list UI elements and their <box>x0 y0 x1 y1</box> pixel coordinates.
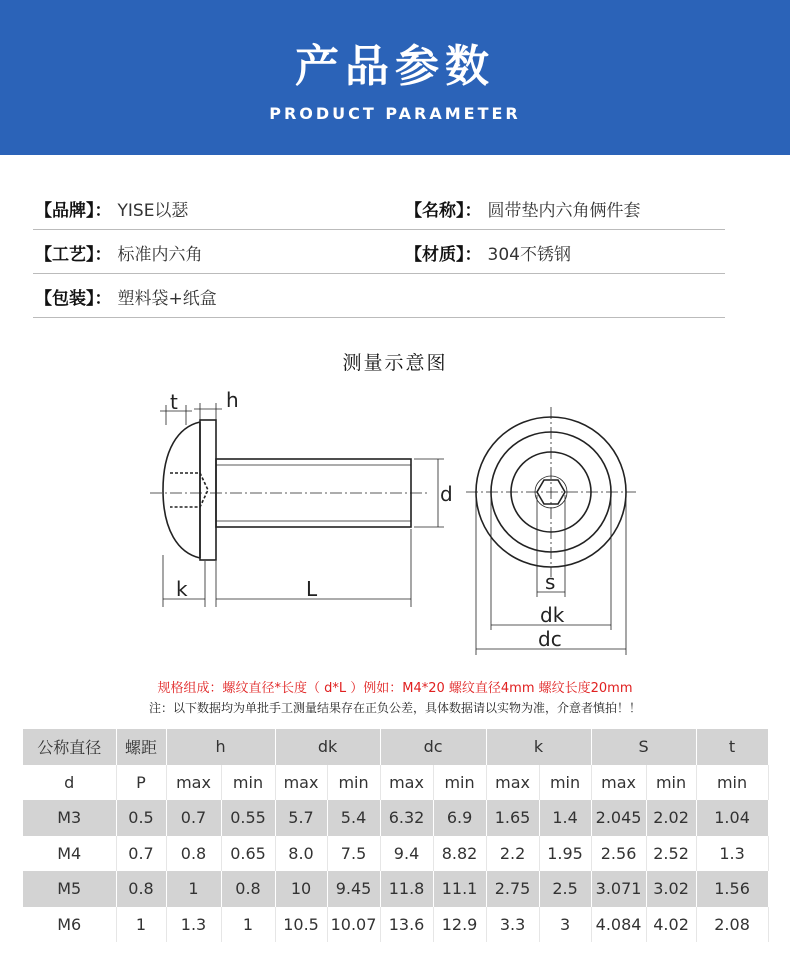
table-cell: 0.7 <box>116 836 166 872</box>
table-cell: 2.045 <box>591 800 646 836</box>
diagram-title: 测量示意图 <box>342 352 448 374</box>
table-cell: 2.75 <box>486 871 539 907</box>
table-cell: 12.9 <box>433 907 486 943</box>
table-cell: M5 <box>23 871 116 907</box>
header-dc: dc <box>380 729 486 765</box>
name-value: 圆带垫内六角俩件套 <box>487 201 641 221</box>
table-cell: 1.04 <box>696 800 768 836</box>
material-label: 【材质】： <box>405 245 482 265</box>
info-brand <box>35 196 188 221</box>
table-cell: 2.56 <box>591 836 646 872</box>
table-cell: 10.5 <box>275 907 327 943</box>
subheader-cell: min <box>539 765 591 801</box>
subheader-cell: max <box>591 765 646 801</box>
table-cell: 6.32 <box>380 800 433 836</box>
label-s: s <box>545 570 556 594</box>
table-cell: 1.95 <box>539 836 591 872</box>
craft-value: 标准内六角 <box>117 245 203 265</box>
table-cell: 2.2 <box>486 836 539 872</box>
table-cell: 1.56 <box>696 871 768 907</box>
page-title: 产品参数 <box>295 41 495 92</box>
label-k: k <box>176 577 188 601</box>
header-k: k <box>486 729 591 765</box>
table-cell: 1.4 <box>539 800 591 836</box>
subheader-cell: min <box>327 765 380 801</box>
subheader-cell: min <box>646 765 696 801</box>
table-cell: 5.7 <box>275 800 327 836</box>
table-cell: 9.4 <box>380 836 433 872</box>
info-row-package <box>33 274 725 318</box>
spec-table <box>23 729 769 942</box>
name-label: 【名称】： <box>405 201 482 221</box>
info-row-brand-name <box>33 186 725 230</box>
subheader-cell: P <box>116 765 166 801</box>
table-cell: 9.45 <box>327 871 380 907</box>
subheader-cell: min <box>696 765 768 801</box>
label-d: d <box>440 482 453 506</box>
table-cell: 11.8 <box>380 871 433 907</box>
table-cell: 6.9 <box>433 800 486 836</box>
table-row <box>23 907 768 943</box>
table-cell: 7.5 <box>327 836 380 872</box>
disclaimer-note: 注：以下数据均为单批手工测量结果存在正负公差，具体数据请以实物为准，介意者慎拍！！ <box>148 701 641 715</box>
table-cell: 2.52 <box>646 836 696 872</box>
measurement-drawing <box>0 385 790 670</box>
table-cell: 1.65 <box>486 800 539 836</box>
table-cell: 2.02 <box>646 800 696 836</box>
header-nominal-diameter: 公称直径 <box>23 729 116 765</box>
header-h: h <box>166 729 275 765</box>
table-row <box>23 871 768 907</box>
table-cell: 0.8 <box>166 836 221 872</box>
subheader-cell: min <box>221 765 275 801</box>
table-cell: 4.084 <box>591 907 646 943</box>
subheader-cell: max <box>166 765 221 801</box>
table-cell: 3 <box>539 907 591 943</box>
label-dc: dc <box>538 627 562 651</box>
table-cell: 1 <box>116 907 166 943</box>
table-header-groups <box>23 729 768 765</box>
table-cell: M3 <box>23 800 116 836</box>
bolt-flange <box>200 420 216 560</box>
brand-value: YISE以瑟 <box>117 201 189 221</box>
table-cell: 3.071 <box>591 871 646 907</box>
info-material <box>405 240 571 265</box>
info-name <box>405 196 641 221</box>
table-cell: 3.3 <box>486 907 539 943</box>
craft-label: 【工艺】： <box>35 245 112 265</box>
table-cell: 1 <box>221 907 275 943</box>
info-craft <box>35 240 203 265</box>
package-value: 塑料袋+纸盒 <box>117 289 217 309</box>
table-cell: 5.4 <box>327 800 380 836</box>
package-label: 【包装】： <box>35 289 112 309</box>
table-cell: M6 <box>23 907 116 943</box>
table-cell: 13.6 <box>380 907 433 943</box>
table-subheader <box>23 765 768 801</box>
table-cell: 2.08 <box>696 907 768 943</box>
table-cell: 1.3 <box>166 907 221 943</box>
table-cell: 10.07 <box>327 907 380 943</box>
info-row-craft-material <box>33 230 725 274</box>
table-row <box>23 836 768 872</box>
table-cell: 8.0 <box>275 836 327 872</box>
info-package <box>35 284 217 309</box>
hex-socket-hidden <box>170 473 208 507</box>
subheader-cell: d <box>23 765 116 801</box>
page-subtitle: PRODUCT PARAMETER <box>269 104 521 123</box>
table-cell: 0.65 <box>221 836 275 872</box>
table-row <box>23 800 768 836</box>
table-cell: 0.5 <box>116 800 166 836</box>
material-value: 304不锈钢 <box>487 245 571 265</box>
label-t: t <box>170 390 178 414</box>
label-L: L <box>306 577 318 601</box>
table-cell: 0.7 <box>166 800 221 836</box>
table-cell: M4 <box>23 836 116 872</box>
table-cell: 11.1 <box>433 871 486 907</box>
table-cell: 1 <box>166 871 221 907</box>
label-dk: dk <box>540 603 565 627</box>
label-h: h <box>226 388 239 412</box>
table-cell: 2.5 <box>539 871 591 907</box>
spec-composition-note: 规格组成：螺纹直径*长度（ d*L ）例如：M4*20 螺纹直径4mm 螺纹长度20mm <box>157 681 633 696</box>
table-cell: 0.55 <box>221 800 275 836</box>
table-cell: 1.3 <box>696 836 768 872</box>
table-cell: 8.82 <box>433 836 486 872</box>
brand-label: 【品牌】： <box>35 201 112 221</box>
table-cell: 0.8 <box>116 871 166 907</box>
table-cell: 4.02 <box>646 907 696 943</box>
subheader-cell: min <box>433 765 486 801</box>
header-banner <box>0 0 790 155</box>
table-cell: 10 <box>275 871 327 907</box>
header-dk: dk <box>275 729 380 765</box>
header-s: S <box>591 729 696 765</box>
header-t: t <box>696 729 768 765</box>
table-cell: 3.02 <box>646 871 696 907</box>
header-pitch: 螺距 <box>116 729 166 765</box>
bolt-head-dome <box>163 422 200 558</box>
table-cell: 0.8 <box>221 871 275 907</box>
subheader-cell: max <box>275 765 327 801</box>
subheader-cell: max <box>380 765 433 801</box>
subheader-cell: max <box>486 765 539 801</box>
